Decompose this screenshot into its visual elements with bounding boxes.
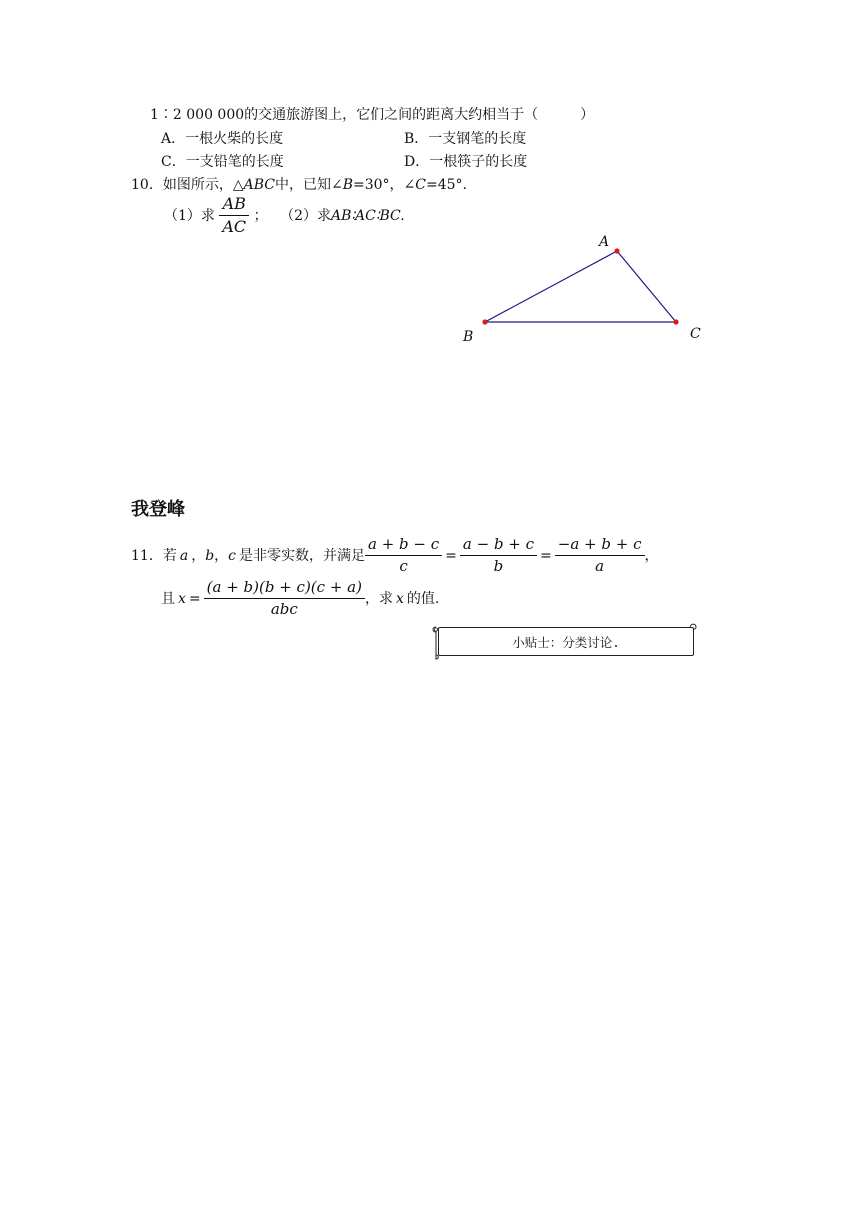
- tip-text: 小贴士：分类讨论.: [512, 634, 620, 650]
- q11-fraction-2: $\frac{a - b + c}{b}$: [460, 537, 537, 575]
- q9-stem-text: 的交通旅游图上，它们之间的距离大约相当于（ ）: [244, 107, 595, 123]
- q10-part2-label: （2）求: [280, 207, 331, 224]
- q11-fraction-3: $\frac{-a + b + c}{a}$: [555, 537, 645, 575]
- q9-option-a: A．一根火柴的长度: [161, 131, 284, 147]
- q10-parts: （1）求 $\frac{AB}{AC}$ ； （2）求AB∶AC∶BC.: [164, 194, 405, 236]
- vertex-a-label: A: [599, 234, 610, 250]
- q11-fraction-x: $\frac{(a + b)(b + c)(c + a)}{\text{abc}}$: [204, 580, 365, 618]
- vertex-c-label: C: [690, 326, 701, 342]
- q10-fraction: $\frac{AB}{AC}$: [219, 196, 249, 236]
- q11-fraction-1: $\frac{a + b - c}{c}$: [365, 537, 442, 575]
- tip-box: [438, 627, 694, 656]
- vertex-c-point: [673, 319, 678, 324]
- q11-line1: 11． 若 a ， b ， c 是非零实数，并满足 $\frac{a + b - c}{c}$ = $\frac{a - b + c}{b}$ = $\frac{-a + b + c}{a}$ ，: [131, 535, 659, 575]
- q11-number: 11．: [131, 547, 163, 564]
- triangle-figure: [0, 0, 860, 400]
- section-title: 我登峰: [131, 499, 185, 520]
- vertex-b-label: B: [463, 329, 474, 345]
- vertex-b-point: [482, 319, 487, 324]
- q10-part1-label: （1）求: [164, 207, 215, 224]
- q10-number: 10．: [131, 177, 163, 193]
- q9-option-d: D．一根筷子的长度: [404, 154, 528, 170]
- q11-line2: 且 x = $\frac{(a + b)(b + c)(c + a)}{\text{abc}}$ ，求 x 的值.: [161, 578, 440, 618]
- vertex-a-point: [614, 248, 619, 253]
- q9-option-b: B．一支钢笔的长度: [404, 131, 527, 147]
- q9-option-c: C．一支铅笔的长度: [161, 154, 284, 170]
- q10-stem: 10．如图所示，△ABC中，已知∠B=30°，∠C=45°.: [131, 177, 468, 193]
- q10-ratio: AB∶AC∶BC.: [331, 207, 405, 224]
- q9-scale: 1∶2 000 000: [150, 107, 245, 123]
- triangle-abc: [485, 251, 676, 322]
